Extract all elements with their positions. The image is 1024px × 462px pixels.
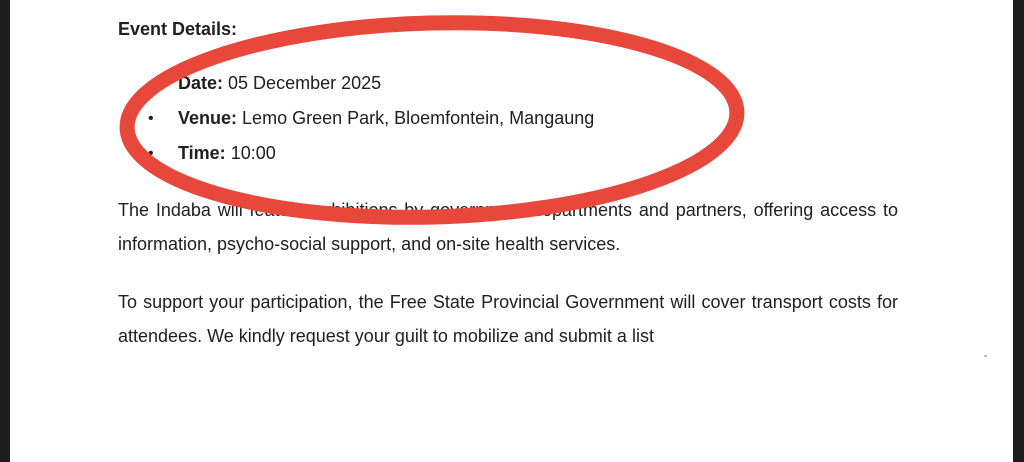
- event-details-heading: Event Details:: [118, 19, 238, 39]
- event-details-list: [118, 66, 898, 171]
- detail-value: Lemo Green Park, Bloemfontein, Mangaung: [242, 108, 595, 128]
- screen-speck: [984, 355, 987, 357]
- paragraph-indaba: The Indaba will feature exhibitions by government departments and partners, offering access to information, psycho-social support, and on-site health services.: [118, 200, 898, 254]
- detail-time: [118, 136, 898, 171]
- detail-label: Time:: [178, 143, 226, 163]
- detail-label: Venue:: [178, 108, 238, 128]
- detail-value: 10:00: [230, 143, 276, 163]
- detail-date: [118, 66, 898, 101]
- paragraph-transport: To support your participation, the Free State Provincial Government will cover transport costs for attendees. We kindly request your guilt to mobilize and submit a list: [118, 292, 898, 346]
- detail-label: Date:: [178, 73, 224, 93]
- document-body: [118, 14, 898, 353]
- bullet-icon: •: [148, 75, 154, 92]
- bullet-icon: •: [148, 110, 154, 127]
- detail-venue: [118, 101, 898, 136]
- bullet-icon: •: [148, 145, 154, 162]
- detail-value: 05 December 2025: [228, 73, 382, 93]
